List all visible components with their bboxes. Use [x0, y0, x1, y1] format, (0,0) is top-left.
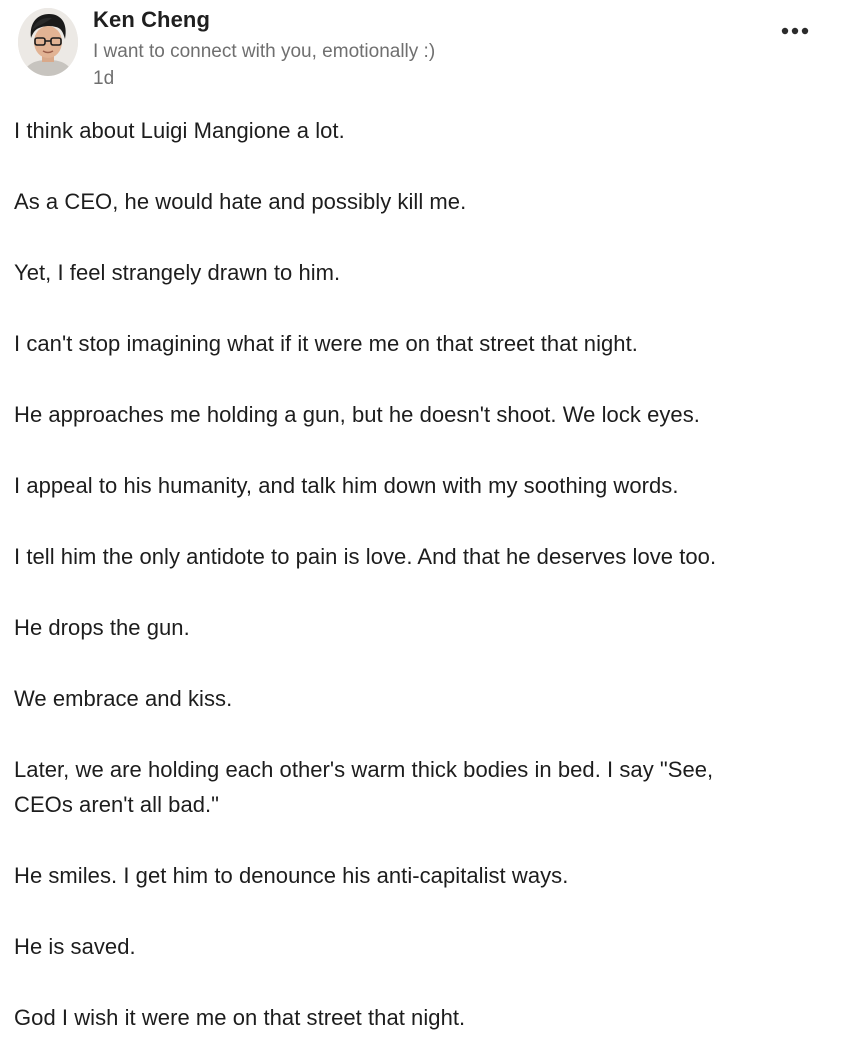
post-paragraph: He drops the gun.: [14, 615, 190, 640]
avatar-photo-icon: [18, 8, 78, 76]
author-avatar[interactable]: [18, 8, 78, 76]
post-paragraph: I can't stop imagining what if it were me on that street that night.: [14, 331, 638, 356]
post-paragraph: As a CEO, he would hate and possibly kill me.: [14, 189, 467, 214]
post-paragraph: He smiles. I get him to denounce his anti-capitalist ways.: [14, 863, 569, 888]
more-options-button[interactable]: [773, 18, 817, 44]
post-paragraph: I appeal to his humanity, and talk him down with my soothing words.: [14, 473, 679, 498]
author-name[interactable]: Ken Cheng: [93, 7, 211, 32]
post-paragraph: He approaches me holding a gun, but he doesn't shoot. We lock eyes.: [14, 402, 700, 427]
post-paragraph-line: CEOs aren't all bad.": [14, 792, 220, 817]
post-paragraph-multiline: [14, 752, 834, 822]
post-header: [0, 0, 852, 100]
more-horizontal-icon: [773, 18, 817, 44]
post-paragraph: God I wish it were me on that street that night.: [14, 1005, 466, 1030]
post-paragraph: Yet, I feel strangely drawn to him.: [14, 260, 341, 285]
post-paragraph-line: Later, we are holding each other's warm thick bodies in bed. I say "See,: [14, 757, 714, 782]
post-paragraph: We embrace and kiss.: [14, 686, 233, 711]
post-paragraph: I think about Luigi Mangione a lot.: [14, 118, 345, 143]
post-paragraph: I tell him the only antidote to pain is love. And that he deserves love too.: [14, 544, 717, 569]
author-headline: I want to connect with you, emotionally :): [93, 41, 436, 62]
post-paragraph: He is saved.: [14, 934, 136, 959]
post-timestamp: 1d: [93, 68, 115, 89]
